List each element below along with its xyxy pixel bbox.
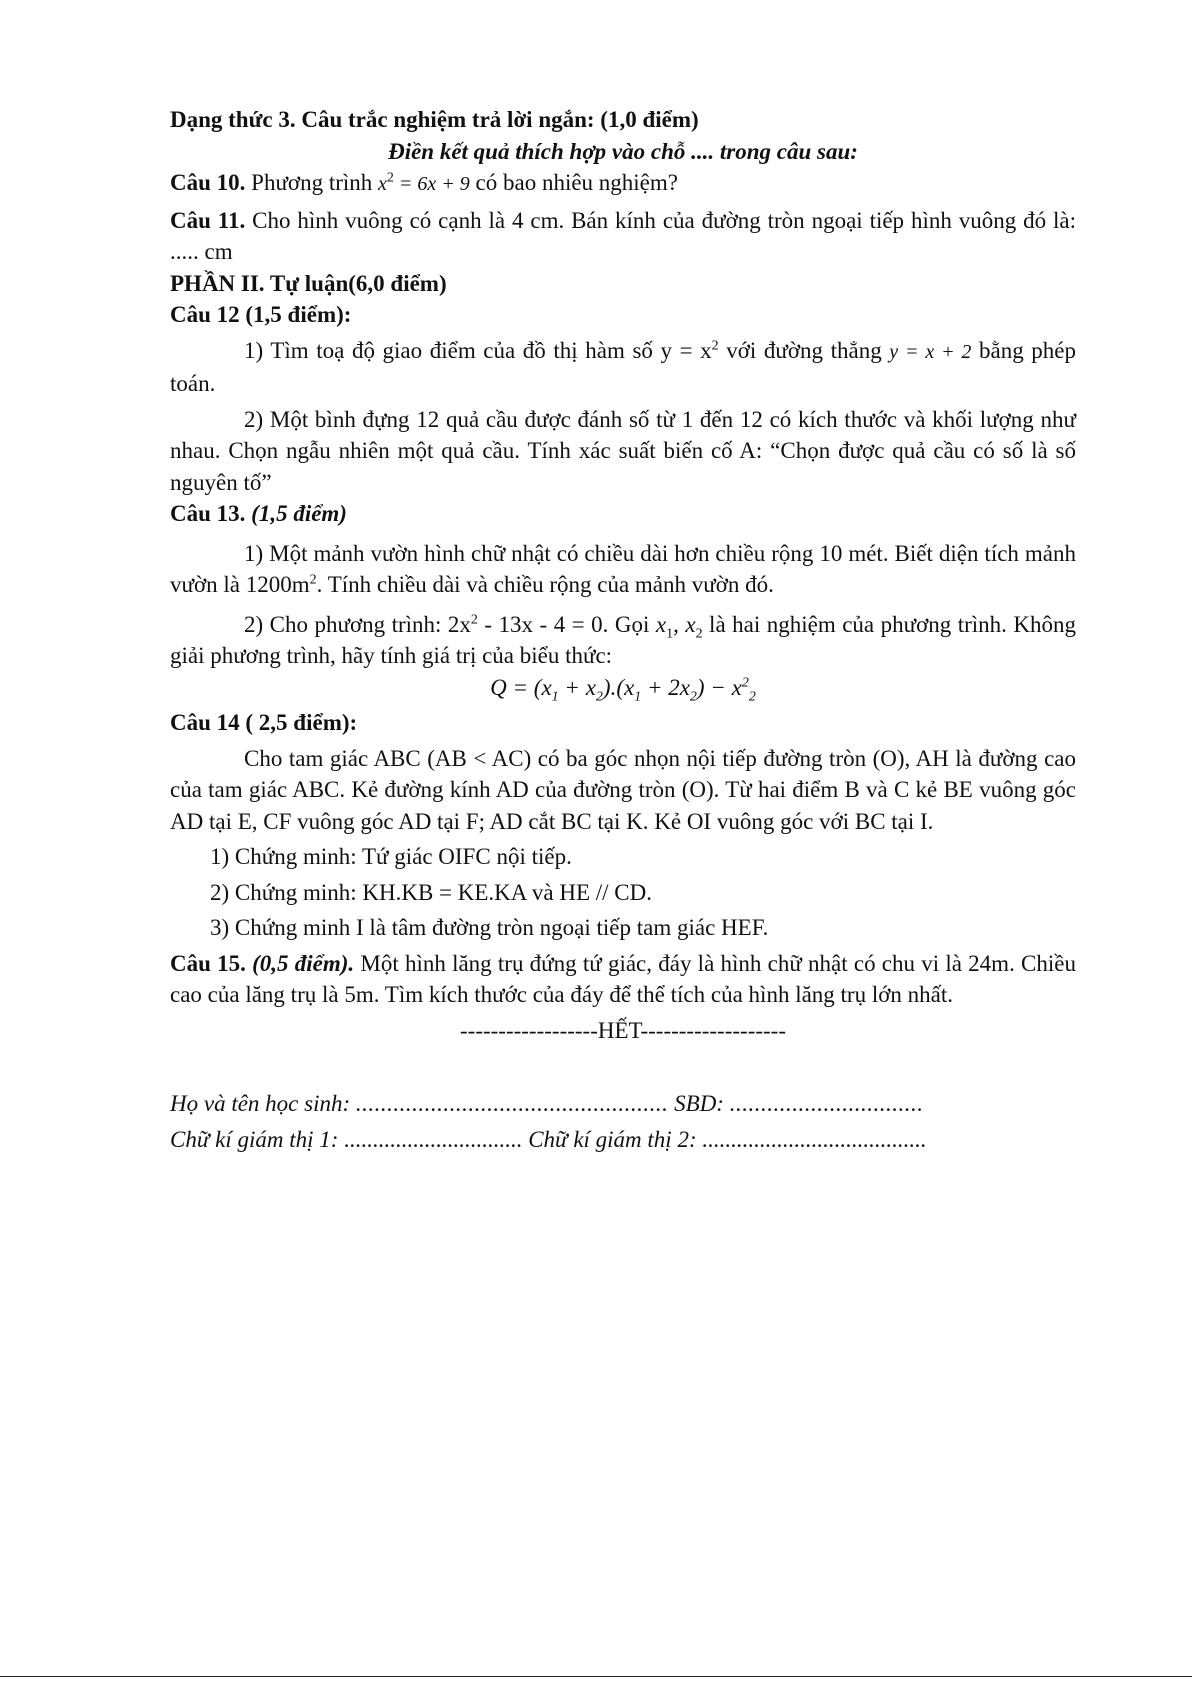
q12-label: Câu 12 (1,5 điểm): <box>170 302 352 327</box>
signature-line <box>170 1124 1076 1156</box>
student-name-field[interactable]: .................................................. <box>355 1091 669 1116</box>
q15-points: (0,5 điểm). <box>245 950 355 976</box>
q12-part1 <box>170 335 1076 400</box>
q13-p2-mid: - 13x - 4 = 0. Gọi <box>477 611 656 637</box>
section3-instruction: Điền kết quả thích hợp vào chỗ .... trong câu sau: <box>388 138 858 164</box>
expr-minus: ) − x <box>696 674 742 700</box>
question-15 <box>170 948 1076 1011</box>
q11-text: Cho hình vuông có cạnh là 4 cm. Bán kính của đường tròn ngoại tiếp hình vuông đó là: ..... cm <box>170 207 1076 264</box>
q13-points: (1,5 điểm) <box>245 501 347 526</box>
expr-sub-2a: 2 <box>595 689 603 705</box>
expr-exp: 2 <box>741 674 749 690</box>
q10-eq-exp: 2 <box>386 170 394 186</box>
exam-page <box>170 104 1076 1155</box>
q15-text: Một hình lăng trụ đứng tứ giác, đáy là hình chữ nhật có chu vi là 24m. Chiều cao của lăng trụ là 5m. Tìm kích thước của đáy để thể tích của hình lăng trụ lớn nhất. <box>170 950 1076 1007</box>
page-bottom-divider <box>0 1676 1192 1677</box>
q13-p1-before: 1) Một mảnh vườn hình chữ nhật có chiều dài hơn chiều rộng 10 mét. Biết diện tích mảnh vườn là 1200m <box>170 540 1076 597</box>
expr-sub-2b: 2 <box>689 689 697 705</box>
student-info-line <box>170 1088 1076 1120</box>
q13-x2-sub: 2 <box>695 626 703 642</box>
q13-part2: 2) Cho phương trình: $2x^2 - 13x - 4 = 0$. Gọi $x_1$, $x_2$ là hai nghiệm của phương trình. Không giải phương trình, hãy tính giá trị của biểu thức: <box>170 611 1077 668</box>
q13-p2-after: là hai nghiệm của phương trình. Không giải phương trình, hãy tính giá trị của biểu thức: <box>170 611 1077 668</box>
sbd-field[interactable]: ............................... <box>729 1091 924 1116</box>
q10-label: Câu 10. <box>170 170 246 195</box>
q12-part2: 2) Một bình đựng 12 quả cầu được đánh số từ 1 đến 12 có kích thước và khối lượng như nhau. Chọn ngẫu nhiên một quả cầu. Tính xác suất biến cố A: “Chọn được quả cầu có số là số nguyên tố” <box>170 406 1076 495</box>
q13-p1-after: . Tính chiều dài và chiều rộng của mảnh vườn đó. <box>316 572 774 597</box>
q12-p1-exp: 2 <box>711 337 719 353</box>
section3-heading: Dạng thức 3. Câu trắc nghiệm trả lời ngắn: (1,0 điểm) <box>170 107 699 132</box>
q12-p1-before: 1) Tìm toạ độ giao điểm của đồ thị hàm số y = x <box>244 337 712 363</box>
q14-item-2: 2) Chứng minh: KH.KB = KE.KA và HE // CD. <box>210 879 652 905</box>
q13-part1 <box>170 538 1076 601</box>
q14-item-1: 1) Chứng minh: Tứ giác OIFC nội tiếp. <box>210 844 572 869</box>
question-11 <box>170 205 1076 268</box>
q12-p1-mid: với đường thẳng <box>718 337 890 363</box>
q10-text-after: có bao nhiêu nghiệm? <box>469 170 678 195</box>
signature-1-label: Chữ kí giám thị 1: <box>170 1126 345 1152</box>
q13-p2-before: 2) Cho phương trình: 2x <box>244 611 471 637</box>
expr-sub-2c: 2 <box>748 689 756 705</box>
part2-heading: PHẦN II. Tự luận(6,0 điểm) <box>170 270 447 296</box>
q14-body: Cho tam giác ABC (AB < AC) có ba góc nhọn nội tiếp đường tròn (O), AH là đường cao của tam giác ABC. Kẻ đường kính AD của đường tròn (O). Từ hai điểm B và C kẻ BE vuông góc AD tại E, CF vuông góc AD tại F; AD cắt BC tại K. Kẻ OI vuông góc với BC tại I. <box>170 745 1076 834</box>
q13-x2: x <box>685 611 696 637</box>
q15-label: Câu 15. <box>170 950 246 976</box>
q13-p1-exp: 2 <box>309 572 317 588</box>
q10-eq-lhs: x <box>378 173 387 195</box>
q12-p1-line: y = x + 2 <box>889 340 972 363</box>
question-10 <box>170 167 1076 201</box>
q13-label: Câu 13. <box>170 501 246 526</box>
expr-dot: ).(x <box>602 674 635 700</box>
q13-p2-exp: 2 <box>470 611 478 627</box>
q12-p1-after: bằng phép toán. <box>170 337 1077 396</box>
expr-sub-1a: 1 <box>551 689 559 705</box>
q14-item-3: 3) Chứng minh I là tâm đường tròn ngoại tiếp tam giác HEF. <box>210 915 769 940</box>
student-name-label: Họ và tên học sinh: <box>170 1091 356 1116</box>
q13-x1-sub: 1 <box>666 626 674 642</box>
signature-2-field[interactable]: ....................................... <box>702 1126 927 1152</box>
q14-label: Câu 14 ( 2,5 điểm): <box>170 710 358 735</box>
sbd-label: SBD: <box>668 1091 730 1116</box>
q13-x1: x <box>655 611 667 637</box>
expr-plus: + x <box>558 674 596 700</box>
q13-heading <box>170 498 1076 530</box>
q10-text-before: Phương trình <box>245 170 379 195</box>
expr-sub-1b: 1 <box>634 689 642 705</box>
expr-q: Q = (x <box>490 674 552 700</box>
signature-2-label: Chữ kí giám thị 2: <box>522 1126 703 1152</box>
q11-label: Câu 11. <box>170 207 246 233</box>
signature-1-field[interactable]: ............................... <box>344 1126 523 1152</box>
end-marker: ------------------HẾT------------------- <box>460 1017 786 1043</box>
expr-plus2: + 2x <box>641 674 690 700</box>
q10-eq-rhs: = 6x + 9 <box>393 173 470 195</box>
q13-expression <box>170 672 1076 704</box>
